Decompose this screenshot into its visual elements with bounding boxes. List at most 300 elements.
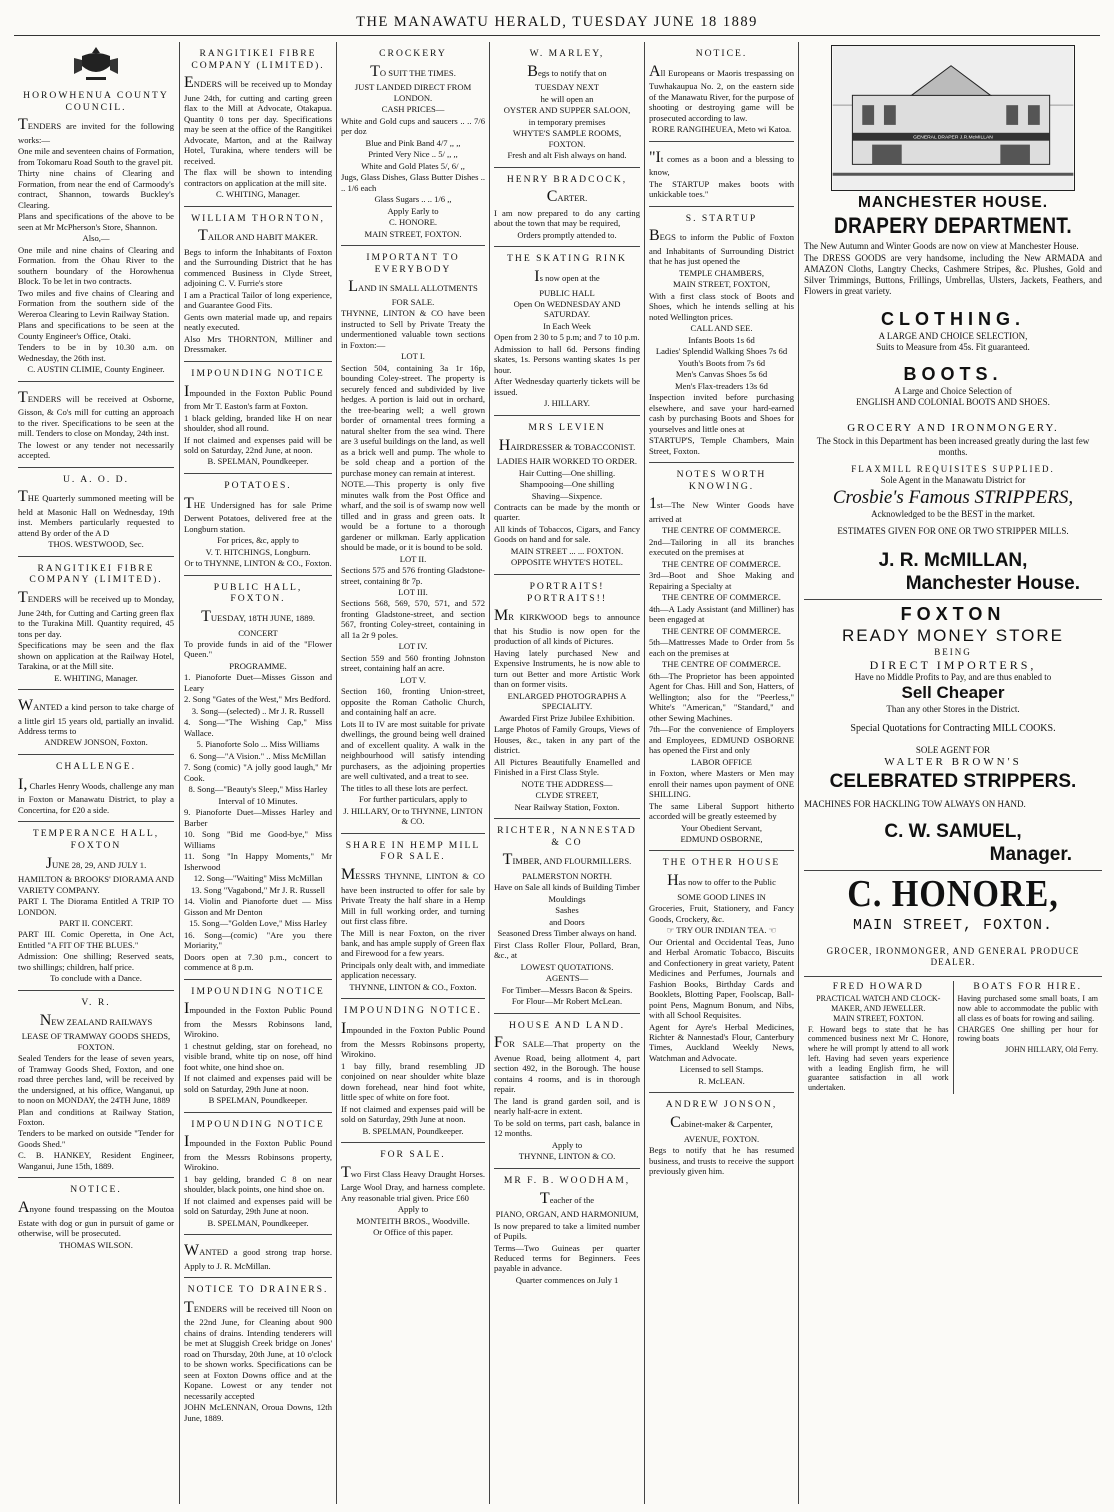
ad-line: 7. Song (comic) "A jolly good laugh," Mr Cook. <box>184 762 332 783</box>
advertisement <box>18 563 174 690</box>
ad-line: THYNNE, LINTON & CO. <box>518 1151 616 1162</box>
ad-line: LOT V. <box>400 674 426 685</box>
ad-line: Orders promptly attended to. <box>517 229 617 240</box>
ad-heading: V. R. <box>81 996 111 1008</box>
ad-line: Also Mrs THORNTON, Milliner and Dressmaker. <box>184 333 332 355</box>
ad-heading: SHARE IN HEMP MILL FOR SALE. <box>345 839 481 863</box>
ad-line: 1 bay gelding, branded C 8 on near shoulder, black points, one hind shoe on. <box>184 1173 332 1195</box>
ad-line: Two First Class Heavy Draught Horses. Large Wool Dray, and harness complete. Any reasonable trial given. Price £60 <box>341 1163 485 1203</box>
ad-line: Gents own material made up, and repairs neatly executed. <box>184 311 332 333</box>
ad-line: LOT IV. <box>398 641 428 652</box>
ad-line: 2nd—Tailoring in all its branches executed on the premises at <box>649 536 794 558</box>
advertisement <box>494 581 640 819</box>
ad-line: Tenders to be marked on outside "Tender for Goods Shed." <box>18 1128 174 1149</box>
advertisement <box>184 582 332 980</box>
clothing-sub: A LARGE AND CHOICE SELECTION, <box>878 330 1028 341</box>
ad-line: Impounded in the Foxton Public Pound from the Messrs Robinsons property, Wirokino. <box>341 1020 485 1060</box>
ad-line: One mile and nine chains of Clearing and Formation. from the Ohau River to the southern boundary of the Horowhenua Block. To be let in two contracts. <box>18 244 174 287</box>
masthead-rule <box>14 35 1100 36</box>
ad-line: SOME GOOD LINES IN <box>677 891 766 902</box>
grocery-text: The Stock in this Department has been increased greatly during the last few months. <box>816 435 1090 457</box>
ad-line: All kinds of Tobaccos, Cigars, and Fancy Goods on hand and for sale. <box>494 523 640 545</box>
ad-line: 1. Pianoforte Duet—Misses Gisson and Leary <box>184 672 332 693</box>
ad-line: In Each Week <box>543 320 591 331</box>
ad-line: Sashes <box>555 905 579 916</box>
ad-line: Have on Sale all kinds of Building Timber <box>494 882 640 893</box>
ad-line: Begs to notify that on <box>527 62 607 80</box>
ad-line: TIMBER, AND FLOURMILLERS. <box>502 851 632 869</box>
ad-line: LOT I. <box>401 351 425 362</box>
ad-line: For prices, &c, apply to <box>217 535 299 546</box>
ad-line: 15. Song—"Golden Love," Miss Harley <box>189 918 327 929</box>
ad-line: For Flour—Mr Robert McLean. <box>511 996 623 1007</box>
ad-line: B. SPELMAN, Poundkeeper. <box>207 1217 309 1228</box>
advertisement <box>494 174 640 248</box>
ad-line: 11. Song "In Happy Moments," Mr Isherwood <box>184 851 332 872</box>
ad-line: With a first class stock of Boots and Shoes, which he intends selling at his noted Wellington prices. <box>649 290 794 322</box>
ad-heading: IMPORTANT TO EVERYBODY <box>366 252 460 275</box>
ad-line: PART II. CONCERT. <box>59 918 133 928</box>
boats-for-hire-ad: BOATS FOR HIRE. Having purchased some small boats, I am now able to accommodate the public with all class es of boats for rowing and sailing. CHARGES One shilling per hour for rowing boats JOHN HILLARY, Old Ferry. <box>957 980 1098 1055</box>
advertisement <box>494 1020 640 1169</box>
ad-line: 4th—A Lady Assistant (and Milliner) has been engaged at <box>649 603 794 625</box>
ad-line: To conclude with a Dance. <box>50 973 142 984</box>
ad-line: Printed Very Nice .. 5/ ,, ,, <box>368 149 458 160</box>
ad-line: Sections 568, 569, 570, 571, and 572 fronting Gladstone-street, and section 567, fronting Coley-street, containing in all 1a 2r 9 poles. <box>341 598 485 640</box>
ad-line: MR KIRKWOOD begs to announce that his Studio is now open for the production of all kinds of Pictures. <box>494 607 640 647</box>
ad-line: I am now prepared to do any carting about the town that may be required, <box>494 207 640 229</box>
ad-heading: NOTES WORTH KNOWING. <box>676 469 767 492</box>
ad-line: 6. Song—"A Vision." .. Miss McMillan <box>190 750 326 761</box>
ad-line: TAILOR AND HABIT MAKER. <box>198 227 318 245</box>
ad-line: 8. Song—"Beauty's Sleep," Miss Harley <box>188 784 328 795</box>
ad-line: 5th—Mattresses Made to Order from 5s each on the premises at <box>649 637 794 658</box>
drapery-text: The DRESS GOODS are very handsome, including the New ARMADA and AMAZON Cloths, Langtry Checks, Cashmere Stripes, &c. Plushes, Gold and Silver Trimmings, Buttons, Frillings, Umbrellas, Ulsters, Jackets, Feathers, and Flowers in great variety. <box>804 252 1102 296</box>
ad-line: PART III. Comic Operetta, in One Act, Entitled "A FIT OF THE BLUES." <box>18 929 174 950</box>
ad-line: Agent for Ayre's Herbal Medicines, Richter & Nannestad's Flour, Canterbury Times, Auckland Weekly News, Watchman and Advocate. <box>649 1021 794 1063</box>
ad-line: Plans and specifications of the above to be seen at Mr McPherson's Store, Shannon. <box>18 211 174 232</box>
ad-line: TUESDAY, 18TH JUNE, 1889. <box>201 608 315 625</box>
ad-heading: PUBLIC HALL, FOXTON. <box>213 581 303 605</box>
ad-line: OYSTER AND SUPPER SALOON, <box>503 105 631 116</box>
ad-line: Your Obedient Servant, <box>681 822 762 833</box>
ad-line: EDMUND OSBORNE, <box>680 834 763 844</box>
column-rule <box>798 42 799 1504</box>
drapery-text: The New Autumn and Winter Goods are now on view at Manchester House. <box>804 240 1079 251</box>
advertisement <box>18 474 174 557</box>
ad-line: Has now to offer to the Public <box>667 872 776 890</box>
ad-line: Section 504, containing 3a 1r 16p, bounding Coley-street. The property is securely fenced and subdivided by live hedges. A portion is laid out in orchard, the tree-bearing well; a well grown border of ornamental trees forming a natural shelter from the sea wind. There are 3 useful buildings on the land, as well as a brick well and pump. The whole to be sold cheap and a portion of the purchase money can remain at interest. <box>341 362 485 478</box>
ad-line: NOTE THE ADDRESS— <box>521 778 613 789</box>
ad-line: "It comes as a boon and a blessing to know, <box>649 148 794 178</box>
advertisement <box>649 148 794 207</box>
ad-heading: CHALLENGE. <box>56 760 136 772</box>
column-3 <box>341 42 485 1504</box>
ad-line: Two miles and five chains of Clearing and Formation from the southern side of the Wereroa Clearing to Levin Railway Station. <box>18 287 174 319</box>
ad-heading: WILLIAM THORNTON, <box>191 212 325 224</box>
ad-line: 1 bay filly, brand resembling JD conjoined on near shoulder white blaze down forehead, near hind foot white, little spec of white on fore foot. <box>341 1060 485 1103</box>
ad-line: Hair Cutting—One shilling. <box>518 467 616 478</box>
clothing-title: CLOTHING. <box>881 308 1025 329</box>
ad-line: CONCERT <box>238 627 278 638</box>
ad-line: THOMAS WILSON. <box>59 1239 133 1250</box>
ad-line: The same Liberal Support hitherto accorded will be greatly esteemed by <box>649 800 794 822</box>
advertisement <box>184 1284 332 1429</box>
ad-line: ANDREW JONSON, Foxton. <box>44 737 148 748</box>
ad-line: TUESDAY NEXT <box>534 82 600 93</box>
ad-line: Cabinet-maker & Carpenter, <box>670 1114 773 1132</box>
sole-agent: SOLE AGENT FOR <box>915 745 991 756</box>
direct-importers: DIRECT IMPORTERS, <box>869 657 1037 672</box>
ad-line: 13. Song "Vagabond," Mr J. R. Russell <box>190 884 326 895</box>
ad-heading: IMPOUNDING NOTICE <box>191 1118 325 1130</box>
column-rule <box>336 42 337 1504</box>
advertisement <box>649 857 794 1093</box>
ad-line: HAIRDRESSER & TOBACCONIST. <box>498 436 636 454</box>
ad-line: After Wednesday quarterly tickets will be issued. <box>494 376 640 397</box>
advertisement <box>184 368 332 474</box>
ad-line: Anyone found trespassing on the Moutoa Estate with dog or gun in pursuit of game or otherwise, will be prosecuted. <box>18 1199 174 1239</box>
ad-line: LABOR OFFICE <box>691 756 752 767</box>
ad-line: C. B. HANKEY, Resident Engineer, Wanganui, June 15th, 1889. <box>18 1150 174 1171</box>
ad-line: Large Photos of Family Groups, Views of Houses, &c., taken in any part of the district. <box>494 724 640 756</box>
ad-line: The STARTUP makes boots with unkickable toes." <box>649 178 794 200</box>
ad-line: TEMPLE CHAMBERS, <box>679 267 764 278</box>
estimates-text: ESTIMATES GIVEN FOR ONE OR TWO STRIPPER MILLS. <box>837 525 1069 536</box>
advertisement <box>649 48 794 142</box>
ad-line: Contracts can be made by the month or quarter. <box>494 501 640 523</box>
ad-heading: RICHTER, NANNESTAD & CO <box>497 825 637 848</box>
ad-line: JOHN McLENNAN, Oroua Downs, 12th June, 1889. <box>184 1402 332 1423</box>
ad-line: Quarter commences on July 1 <box>515 1274 619 1285</box>
ad-line: Begs to notify that he has resumed business, and trusts to receive the support previously given him. <box>649 1145 794 1177</box>
ad-line: TENDERS will be received at Osborne, Gisson, & Co's mill for cutting an approach to the river. Specifications to be seen at the mill. Tenders to close on Monday, 24th inst. <box>18 388 174 439</box>
ad-line: Jugs, Glass Dishes, Glass Butter Dishes .. .. 1/6 each <box>341 172 485 193</box>
celebrated-strippers: CELEBRATED STRIPPERS. <box>829 770 1077 792</box>
boots-sub: ENGLISH AND COLONIAL BOOTS AND SHOES. <box>856 397 1050 408</box>
ad-line: HAMILTON & BROOKS' DIORAMA AND VARIETY COMPANY. <box>18 874 174 895</box>
ad-line: and Doors <box>549 916 585 927</box>
advertisement <box>18 696 174 755</box>
ad-line: Having lately purchased New and Expensive Instruments, he is now able to turn out Better and more Artistic Work than on former visits. <box>494 647 640 690</box>
ad-line: Open On WEDNESDAY AND SATURDAY. <box>513 298 621 320</box>
ad-heading: MR F. B. WOODHAM, <box>503 1174 631 1186</box>
ad-line: MESSRS THYNNE, LINTON & CO have been instructed to offer for sale by Private Treaty the half share in a Hemp Mill in full working order, and turning out first class fibre. <box>341 866 485 927</box>
ad-line: Shampooing—One shilling <box>519 479 615 490</box>
ad-line: WHYTE'S SAMPLE ROOMS, FOXTON. <box>512 128 622 149</box>
boots-title: BOOTS. <box>903 364 1003 385</box>
ad-heading: POTATOES. <box>224 479 292 491</box>
ad-line: Infants Boots 1s 6d <box>688 334 755 345</box>
advertisement <box>649 213 794 463</box>
ad-line: 7th—For the convenience of Employers and Employees, EDMUND OSBORNE has opened the First and only <box>649 724 794 756</box>
ad-line: TENDERS are invited for the following works:— <box>18 116 174 145</box>
ad-heading: RANGITIKEI FIBRE COMPANY (LIMITED). <box>191 48 325 71</box>
ad-line: The land is grand garden soil, and is nearly half-acre in extent. <box>494 1095 640 1117</box>
ad-heading: CROCKERY <box>379 48 447 59</box>
ad-line: 4. Song—"The Wishing Cap," Miss Wallace. <box>184 717 332 738</box>
ad-line: STARTUP'S, Temple Chambers, Main Street, Foxton. <box>649 435 794 456</box>
ad-line: Principals only dealt with, and immediate application necessary. <box>341 959 485 981</box>
ad-line: NOTE.—This property is only five minutes walk from the Post Office and wharf, and the soil is of swamp now well tilled and in grass and green oats. It would be a fortune to a thorough gardener or milkman. Early application should be made, or it is bound to be sold. <box>341 479 485 553</box>
advertisement <box>18 761 174 822</box>
ad-line: 5. Pianoforte Solo ... Miss Williams <box>196 739 320 750</box>
ad-line: THOS. WESTWOOD, Sec. <box>48 539 144 550</box>
ad-line: MONTEITH BROS., Woodville. <box>356 1215 470 1226</box>
ad-line: C. AUSTIN CLIMIE, County Engineer. <box>27 364 165 375</box>
foxton-title: FOXTON <box>900 604 1006 625</box>
ad-line: Impounded in the Foxton Public Pound from the Messrs Robinsons property, Wirokino. <box>184 1133 332 1173</box>
manchester-house-title: MANCHESTER HOUSE. <box>857 194 1049 211</box>
ad-line: Admission: One shilling; Reserved seats, two shillings; children, half price. <box>18 951 174 972</box>
ad-line: 16. Song—(comic) "Are you there Moriarity," <box>184 929 332 951</box>
ad-line: 12. Song—"Waiting" Miss McMillan <box>193 873 323 884</box>
ad-line: V. T. HITCHINGS, Longburn. <box>205 546 311 557</box>
ad-line: If not claimed and expenses paid will be sold on Saturday, 29th June at noon. <box>184 1195 332 1217</box>
ad-line: Near Railway Station, Foxton. <box>514 801 620 812</box>
ad-heading: S. STARTUP <box>685 212 758 224</box>
ad-line: Tenders to be in by 10.30 a.m. on Wednesday, the 26th inst. <box>18 342 174 363</box>
ad-line: NEW ZEALAND RAILWAYS <box>39 1011 153 1029</box>
agent-text: Sole Agent in the Manawatu District for <box>880 474 1026 485</box>
svg-text:GENERAL DRAPER J.R.McMILLAN: GENERAL DRAPER J.R.McMILLAN <box>913 135 993 141</box>
ad-line: Shaving—Sixpence. <box>531 490 603 501</box>
ad-line: Teacher of the <box>539 1189 595 1207</box>
ad-heading: W. MARLEY, <box>529 48 605 59</box>
ad-line: PROGRAMME. <box>229 660 287 671</box>
ad-line: Men's Flax-treaders 13s 6d <box>675 380 768 391</box>
jr-mcmillan: J. R. McMILLAN, <box>878 549 1028 571</box>
ad-line: Ladies' Splendid Walking Shoes 7s 6d <box>655 346 788 357</box>
ad-line: LOT III. <box>398 587 428 597</box>
ad-line: THE Quarterly summoned meeting will be held at Masonic Hall on Wednesday, 19th inst. Members particularly requested to attend By order of the A D <box>18 488 174 538</box>
ad-heading: PORTRAITS! PORTRAITS!! <box>526 580 608 604</box>
advertisement <box>494 825 640 1014</box>
advertisement <box>341 1005 485 1143</box>
advertisement <box>184 1119 332 1236</box>
ad-line: Awarded First Prize Jubilee Exhibition. <box>499 712 635 723</box>
ad-line: THE CENTRE OF COMMERCE. <box>662 525 781 536</box>
ad-heading: THE OTHER HOUSE <box>662 857 781 869</box>
ad-line: 1st—The New Winter Goods have arrived at <box>649 495 794 524</box>
ad-heading: ANDREW JONSON, <box>665 1099 778 1111</box>
ad-line: All Pictures Beautifully Enamelled and Finished in a First Class Style. <box>494 756 640 778</box>
ad-line: E. WHITING, Manager. <box>54 672 138 683</box>
manchester-house-sign: Manchester House. <box>905 572 1080 594</box>
column-1 <box>18 42 174 1504</box>
ad-line: MAIN STREET, FOXTON, <box>672 279 771 290</box>
clothing-sub: Suits to Measure from 45s. Fit guaranteed. <box>876 341 1030 352</box>
ad-line: Terms—Two Guineas per quarter Reduced terms for Beginners. Fees payable in advance. <box>494 1242 640 1274</box>
ad-line: WANTED a good strong trap horse. Apply to J. R. McMillan. <box>184 1242 332 1271</box>
ad-line: ENDERS will be received up to Monday June 24th, for cutting and carting green flax to the Mill at Advocate, Otakapua. Quantity 0 tons per day. Specifications may be seen at the office of the Rangitikei Advocate, Marton, and at the Railway Hotel, Turakina, where tenders will be received. <box>184 74 332 166</box>
advertisement <box>341 252 485 834</box>
ad-line: RORE RANGIHEUEA, Meto wi Katoa. <box>651 124 792 135</box>
advertisement <box>494 253 640 416</box>
ad-line: White and Gold cups and saucers .. .. 7/6 per doz <box>341 115 485 137</box>
ad-line: B. SPELMAN, Poundkeeper. <box>362 1125 464 1136</box>
ad-line: Specifications may be seen and the flax shown on application at the Railway Hotel, Tarakina, or at the Mill site. <box>18 640 174 672</box>
advertisement <box>184 213 332 362</box>
ad-heading: TEMPERANCE HALL, FOXTON <box>32 828 160 851</box>
ad-line: TENDERS will be received up to Monday, June 24th, for Cutting and Carting green flax to the Turakina Mill. Quantity required, 45 tons per day. <box>18 589 174 639</box>
ad-line: Is now prepared to take a limited number of Pupils. <box>494 1220 640 1242</box>
advertisement <box>494 48 640 168</box>
ad-heading: IMPOUNDING NOTICE <box>191 367 325 379</box>
ad-line: Impounded in the Foxton Public Pound from the Messrs Robinsons land, Wirokino. <box>184 1000 332 1040</box>
ad-line: I, Charles Henry Woods, challenge any man in Foxton or Manawatu District, to play a Concertina, for £20 a side. <box>18 775 174 815</box>
ad-line: One mile and seventeen chains of Formation, from Tokomaru Road South to the gravel pit. <box>18 146 174 167</box>
ad-line: B. SPELMAN, Poundkeeper. <box>207 456 309 467</box>
ad-line: I am a Practical Tailor of long experience, and Guarantee Good Fits. <box>184 289 332 311</box>
ad-line: PIANO, ORGAN, AND HARMONIUM, <box>495 1209 639 1220</box>
ad-line: 14. Violin and Pianoforte duet — Miss Gisson and Mr Denton <box>184 896 332 917</box>
advertisement <box>341 48 485 246</box>
ad-line: he will open an <box>540 93 594 104</box>
advertisement <box>184 480 332 576</box>
ready-money-store: READY MONEY STORE <box>842 626 1064 646</box>
advertisement <box>18 828 174 991</box>
advertisement <box>649 1099 794 1182</box>
machines-text: MACHINES FOR HACKLING TOW ALWAYS ON HAND. <box>804 798 1026 809</box>
ad-line: LEASE OF TRAMWAY GOODS SHEDS, FOXTON. <box>21 1031 171 1052</box>
advertisement <box>18 90 174 382</box>
ad-heading: HOROWHENUA COUNTY COUNCIL. <box>23 90 169 113</box>
ad-line: Plan and conditions at Railway Station, Foxton. <box>18 1106 174 1127</box>
ad-heading: FOR SALE. <box>380 1149 446 1160</box>
ad-line: If not claimed and expenses paid will be sold on Saturday, 22nd June, at noon. <box>184 434 332 455</box>
ad-line: For further particulars, apply to <box>358 794 468 805</box>
c-honore-title: C. HONORE, <box>847 873 1059 916</box>
ad-line: Interval of 10 Minutes. <box>218 795 298 806</box>
ad-line: The lowest or any tender not necessarily accepted. <box>18 439 174 461</box>
ad-line: To provide funds in aid of the "Flower Queen." <box>184 639 332 660</box>
ad-line: PART I. The Diorama Entitled A TRIP TO LONDON. <box>18 896 174 917</box>
ad-line: Section 559 and 560 fronting Johnston street, containing half an acre. <box>341 652 485 674</box>
grocery-title: GROCERY AND IRONMONGERY. <box>847 422 1059 435</box>
grocer-text: GROCER, IRONMONGER, AND GENERAL PRODUCE DEALER. <box>826 945 1080 967</box>
walter-browns: WALTER BROWN'S <box>884 756 1022 769</box>
ad-line: Doors open at 7.30 p.m., concert to commence at 8 p.m. <box>184 951 332 973</box>
ad-line: Apply Early to <box>387 205 439 216</box>
column-2 <box>184 42 332 1504</box>
ad-line: CALL AND SEE. <box>690 323 753 334</box>
ad-line: Licensed to sell Stamps. <box>679 1064 764 1075</box>
ad-line: 6th—The Proprietor has been appointed Agent for Chas. Hill and Son, Hatters, of Wellington; also for the "Peerless," White's "American," "Standard," and other Sewing Machines. <box>649 670 794 723</box>
no-middle-text: Have no Middle Profits to Pay, and are thus enabled to <box>854 672 1052 683</box>
than-text: Than any other Stores in the District. <box>886 704 1020 715</box>
ad-heading: NOTICE. <box>70 1184 122 1196</box>
ad-line: Or Office of this paper. <box>373 1227 453 1238</box>
ad-line: Is now open at the <box>534 267 600 285</box>
advertisement <box>18 1184 174 1256</box>
ad-line: THYNNE, LINTON & CO., Foxton. <box>349 981 477 992</box>
advertisement <box>184 48 332 207</box>
ad-line: Our Oriental and Occidental Teas, Juno and Herbal Aromatic Tobacco, Biscuits and Confectionery in great variety, Patent Medicines and Perfumes, Journals and Fashion Books, Birthday Cards and Booklets, Blotting Paper, Foolscap, Ball-point Pens, Magnum Bonum, and Nibs, with all School Requisites. <box>649 936 794 1021</box>
ad-line: Admission to hall 6d. Persons finding skates, 1s. Persons wanting skates 1s per hour. <box>494 343 640 375</box>
ad-heading: RANGITIKEI FIBRE COMPANY (LIMITED). <box>29 562 163 586</box>
advertisement <box>18 997 174 1179</box>
advertisement <box>494 422 640 575</box>
ad-line: CARTER. <box>546 188 588 206</box>
ad-line: Also,— <box>82 233 110 244</box>
ad-line: 3. Song—(selected) .. Mr J. R. Russell <box>191 705 325 716</box>
ad-line: Apply to <box>397 1204 429 1215</box>
column-5 <box>649 42 794 1504</box>
ad-line: To be sold on terms, part cash, balance in 12 months. <box>494 1117 640 1139</box>
ad-line: THE Undersigned has for sale Prime Derwent Potatoes, delivered free at the Longburn station. <box>184 494 332 534</box>
ad-line: Or to THYNNE, LINTON & CO., Foxton. <box>184 558 332 569</box>
ad-heading: HOUSE AND LAND. <box>508 1019 626 1031</box>
ad-line: Section 160, fronting Union-street, opposite the Roman Catholic Church, and containing half an acre. <box>341 686 485 718</box>
ad-line: THE CENTRE OF COMMERCE. <box>662 592 781 603</box>
ad-line: Men's Canvas Shoes 5s 6d <box>675 369 768 380</box>
column-rule <box>644 42 645 1504</box>
ad-line: Thirty nine chains of Clearing and Formation, from near the end of Carmoody's contract, Shannon, towards Buckley's Clearing. <box>18 168 174 210</box>
ad-heading: HENRY BRADCOCK, <box>506 173 628 185</box>
ad-line: 1 black gelding, branded like H on near shoulder, shod all round. <box>184 412 332 434</box>
fred-howard-ad: FRED HOWARD PRACTICAL WATCH AND CLOCK-MAKER, AND JEWELLER. MAIN STREET, FOXTON. F. Howard begs to state that he has commenced business next Mr C. Honore, where he will prompt ly attend to all work left. Having had seven years experience with a leading English firm, he will guarantee satisfaction in all work undertaken. <box>804 981 954 1094</box>
ad-line: AGENTS— <box>545 973 589 984</box>
ad-line: R. McLEAN. <box>698 1075 745 1086</box>
ad-heading: NOTICE. <box>695 48 748 59</box>
column-rule <box>179 42 180 1504</box>
ad-line: Inspection invited before purchasing elsewhere, and save your hard-earned cash by purchasing Boots and Shoes for yourselves and little ones at <box>649 392 794 434</box>
ad-line: 2. Song "Gates of the West," Mrs Bedford. <box>184 694 331 705</box>
ad-line: MAIN STREET, FOXTON. <box>364 228 462 239</box>
crosbie-title: Crosbie's Famous STRIPPERS, <box>832 486 1074 508</box>
column-4 <box>494 42 640 1504</box>
ad-line: Blue and Pink Band 4/7 ,, ,, <box>365 137 461 148</box>
ad-line: White and Gold Plates 5/, 6/ ,, <box>361 160 465 171</box>
ad-line: Seasoned Dress Timber always on hand. <box>497 928 637 939</box>
being-text: BEING <box>934 646 972 657</box>
ad-line: ENLARGED PHOTOGRAPHS A SPECIALITY. <box>507 690 627 712</box>
ad-line: THYNNE, LINTON & CO have been instructed to Sell by Private Treaty the undermentioned valuable town sections in Foxton:— <box>341 308 485 350</box>
ad-line: OPPOSITE WHYTE'S HOTEL. <box>511 557 623 568</box>
main-street-foxton: MAIN STREET, FOXTON. <box>852 917 1054 935</box>
ad-line: C. WHITING, Manager. <box>215 189 301 200</box>
advertisement <box>341 840 485 1000</box>
ad-line: The Mill is near Foxton, on the river bank, and has ample supply of Green flax and Firewood for a few years. <box>341 927 485 959</box>
ad-line: in Foxton, where Masters or Men may enroll their names upon payment of ONE SHILLING. <box>649 768 794 800</box>
ad-line: Sealed Tenders for the lease of seven years, of Tramway Goods Shed, Foxton, and one road three perches land, will be received by the undersigned, at his office, Wanganui, up to noon on MONDAY, the 24TH June, 1889 <box>18 1053 174 1106</box>
column-6 <box>804 42 1102 1504</box>
ad-line: 9. Pianoforte Duet—Misses Harley and Barber <box>184 807 332 828</box>
ad-line: LOWEST QUOTATIONS. <box>520 961 614 972</box>
ad-line: MAIN STREET ... ... FOXTON. <box>510 545 624 556</box>
advertisement <box>18 388 174 468</box>
ad-line: Sections 575 and 576 fronting Gladstone-street, containing 8r 7p. <box>341 565 485 586</box>
ad-heading: IMPOUNDING NOTICE <box>191 985 325 997</box>
ad-line: Glass Sugars .. .. 1/6 ,, <box>374 194 452 205</box>
cw-samuel: C. W. SAMUEL, <box>884 820 1022 842</box>
ad-line: JUNE 28, 29, AND JULY 1. <box>45 854 147 872</box>
ad-line: AVENUE, FOXTON. <box>683 1133 760 1144</box>
ad-line: Lots II to IV are most suitable for private dwellings, the ground being well drained and of excellent quality. A walk in the neighbourhood will satisfy intending purchasers, as the adjoining properties are well cultivated, and a treat to see. <box>341 718 485 782</box>
ad-line: LAND IN SMALL ALLOTMENTS FOR SALE. <box>348 278 478 307</box>
flaxmill-text: FLAXMILL REQUISITES SUPPLIED. <box>851 463 1055 474</box>
ad-line: THE CENTRE OF COMMERCE. <box>662 659 781 670</box>
ad-line: Plans and specifications to be seen at the County Engineer's Office, Otaki. <box>18 320 174 341</box>
ad-line: JUST LANDED DIRECT FROM LONDON. <box>354 82 472 103</box>
ad-line: For Timber—Messrs Bacon & Speirs. <box>501 984 633 995</box>
manchester-house-engraving <box>831 45 1075 191</box>
drapery-department-title: DRAPERY DEPARTMENT. <box>833 212 1073 238</box>
ad-line: LOT II. <box>399 553 427 564</box>
ad-line: J. HILLARY, Or to THYNNE, LINTON & CO. <box>343 805 483 827</box>
ad-heading: MRS LEVIEN <box>528 421 606 433</box>
